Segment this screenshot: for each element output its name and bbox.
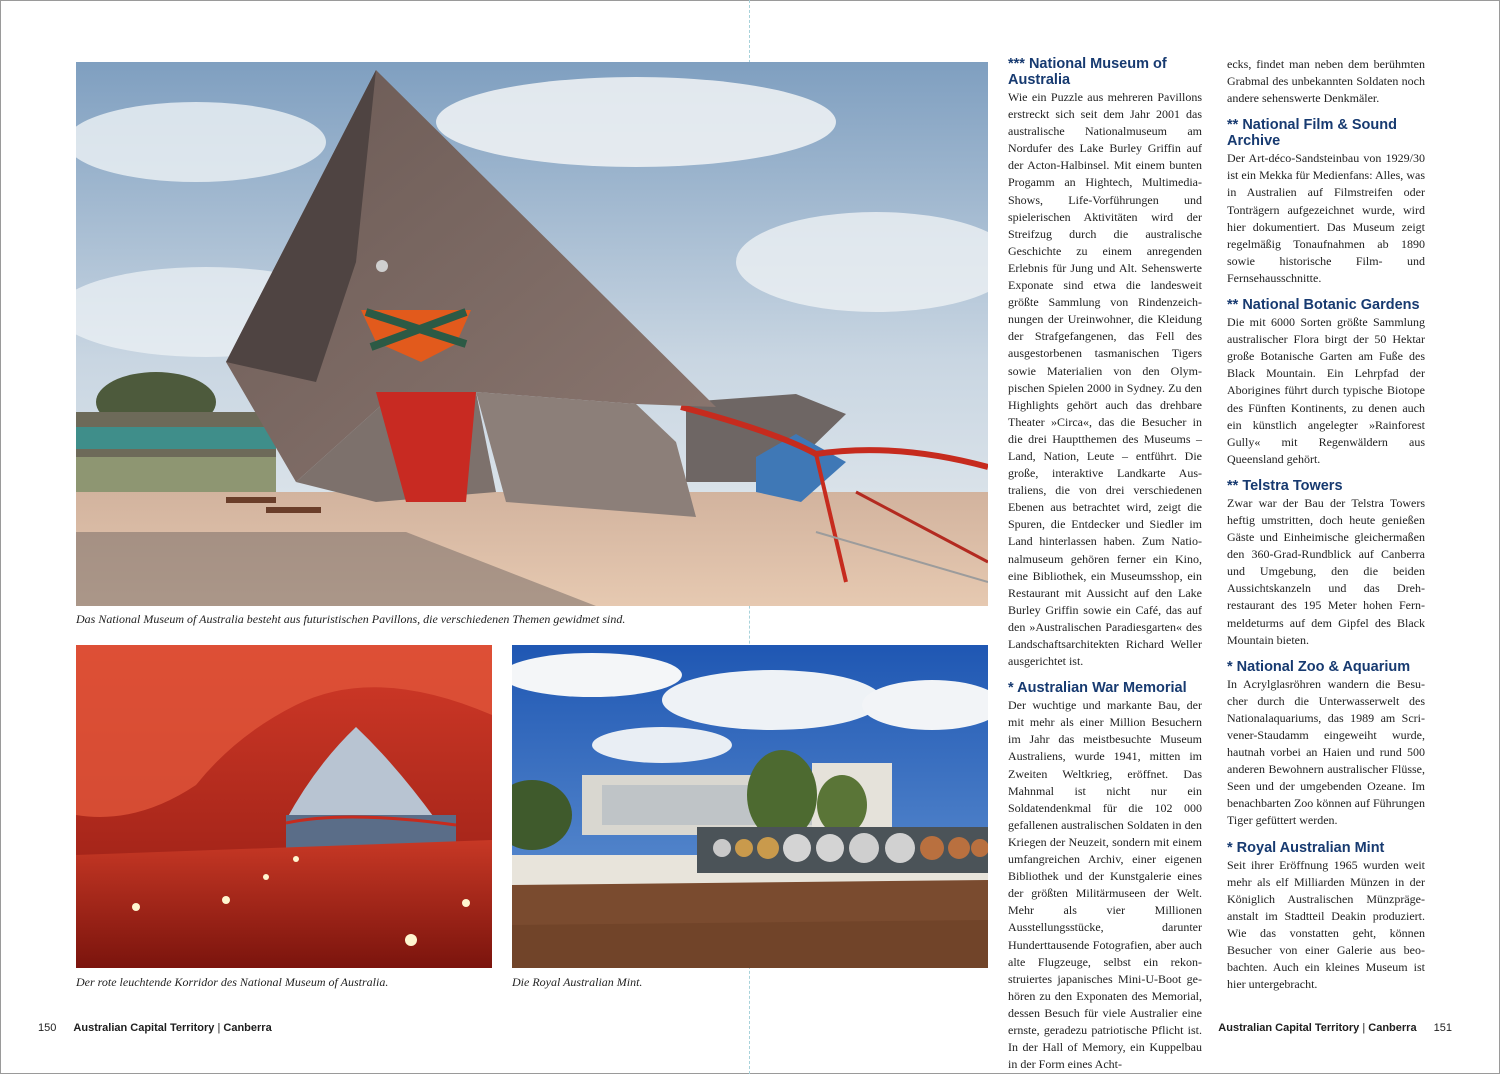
heading-film-sound-archive: ** National Film & Sound Archive [1227,117,1397,150]
page-number-right: 151 [1433,1022,1452,1034]
text-zoo-aquarium: In Acrylglasröhren wandern die Besucher durch die Unterwasserwelt des Nationalaquariums, das 1989 am Scrivener-Staudamm eingeweiht wurde, hautnah vorbei an Haien und rund 500 anderen Bewohnern australischer Flüsse, Seen und der umgebenden Ozeane. Im benachbarten Zoo können auf Führungen Tiger gefüttert werden. [1227,676,1425,828]
page-number-left: 150 [38,1022,57,1034]
footer-city-left: Canberra [223,1022,272,1034]
footer-left [38,1021,272,1035]
photo-red-corridor [76,645,492,968]
footer-separator-right: | [1362,1022,1366,1034]
text-war-memorial: Der wuchtige und markante Bau, der mit mehr als einer Million Besuchern im Jahr das meistbesuchte Museum Australiens, wurde 1941, mitten im Zweiten Weltkrieg, eröffnet. Das Mahnmal ist nicht nur ein Soldatendenkmal für die 102 000 gefallenen australischen Soldaten in den Kriegen der Neuzeit, sondern mit einem umfangreichen Archiv, einer eigenen Bibliothek und der Kunstgalerie eines der größten Militärmuseen der Welt. Mehr als vier Millionen Ausstellungsstücke, darunter Hunderttausende Fotografien, aber auch alte Flugzeuge, selbst ein rekonstruiertes japanisches Mini-U-Boot gehören zu den Exponaten des Memorial, dessen Besuch für viele Australier eine ernste, geradezu patriotische Pflicht ist. In der Hall of Memory, ein Kuppelbau in der Form eines Acht- [1008,698,1202,1072]
caption-red-corridor: Der rote leuchtende Korridor des National Museum of Australia. [76,975,389,989]
footer-section-left: Australian Capital Territory [73,1022,215,1034]
heading-zoo-aquarium: * National Zoo & Aquarium [1227,658,1411,675]
photo-museum-exterior [76,62,988,606]
heading-royal-mint: * Royal Australian Mint [1227,839,1385,856]
text-film-sound-archive: Der Art-déco-Sandsteinbau von 1929/30 ist ein Mekka für Medienfans: Alles, was in Australien auf Filmstreifen oder Tonträgern aufgezeichnet wurde, wird hier dokumentiert. Das Museum zeigt regelmäßig Tonaufnahmen ab 1890 sowie historische Film- und Fernsehausschnitte. [1227,151,1425,285]
text-telstra-towers: Zwar war der Bau der Telstra Towers heftig umstritten, doch heute genießen Gäste und Einheimische gleichermaßen den 360-Grad-Rundblick auf Canberra und Umgebung, den die beiden Aussichtskanzeln und das Drehrestaurant des 195 Meter hohen Fernmeldeturms auf dem Gipfel des Black Mountain bieten. [1227,495,1425,647]
heading-telstra-towers: ** Telstra Towers [1227,477,1343,494]
text-column-2 [1227,56,1425,1003]
text-royal-mint: Seit ihrer Eröffnung 1965 wurden weit mehr als elf Milliarden Münzen in der Königlich Australischen Münzprägeanstalt im Stadtteil Deakin produziert. Wie das vonstatten geht, können Besucher von einer Galerie aus beobachten. Auch ein kleines Museum ist hier untergebracht. [1227,857,1425,992]
text-botanic-gardens: Die mit 6000 Sorten größte Sammlung australischer Flora birgt der 50 Hektar große Botanische Garten am Fuße des Black Mountain. Ein Lehrpfad der Aborigines führt durch typische Biotope des Fünften Kontinents, zu denen auch ein künstlich angelegter »Rainforest Gully« mit Regenwäldern aus Queensland gehört. [1227,315,1425,466]
heading-war-memorial: * Australian War Memorial [1008,680,1187,697]
caption-royal-mint: Die Royal Australian Mint. [512,975,643,989]
footer-right [1218,1021,1452,1035]
photo-royal-mint [512,645,988,968]
footer-section-right: Australian Capital Territory [1218,1022,1360,1034]
heading-botanic-gardens: ** National Botanic Gardens [1227,297,1420,314]
text-war-memorial-continued: ecks, findet man neben dem berühmten Grabmal des unbekannten Soldaten noch andere sehenswerte Denkmäler. [1227,57,1425,106]
footer-separator-left: | [217,1022,221,1034]
text-column-1 [1008,56,1202,1074]
caption-museum-exterior: Das National Museum of Australia besteht aus futuristischen Pavillons, die verschiedenen Themen gewidmet sind. [76,612,626,626]
heading-national-museum: *** National Museum of Australia [1008,56,1167,88]
text-national-museum: Wie ein Puzzle aus mehreren Pavillons erstreckt sich seit dem Jahr 2001 das australische Nationalmuseum am Nordufer des Lake Burley Griffin auf der Acton-Halbinsel. Mit einem bunten Progamm an Hightech, Multimedia-Shows, Life-Vorführungen und spielerischen Aktivitäten wird der Streifzug durch die australische Geschichte zu einem anregenden Erlebnis für Jung und Alt. Sehenswerte Exponate sind etwa die landesweit größte Sammlung von Rindenzeichnungen der Ureinwohner, die Kleidung der Strafgefangenen, das Fell des ausgestorbenen tasmanischen Tigers sowie Materialien von den Olympischen Spielen 2000 in Sydney. Zu den Highlights gehört auch das drehbare Theater »Circa«, das die Besucher in die drei Hauptthemen des Museums – Land, Nation, Leute – entführt. Die große, interaktive Landkarte Australiens, die von drei verschiedenen Ebenen aus betrachtet wird, zeigt die Spuren, die Entdecker und Siedler im Land hinterlassen haben. Zum Nationalmuseum gehören ferner ein Kino, eine Bibliothek, ein Museumsshop, ein Restaurant mit Aussicht auf den Lake Burley Griffin sowie ein Café, das auf den »Australischen Paradiesgarten« des Landschaftsarchitekten Richard Weller ausgerichtet ist. [1008,90,1202,669]
footer-city-right: Canberra [1368,1022,1417,1034]
